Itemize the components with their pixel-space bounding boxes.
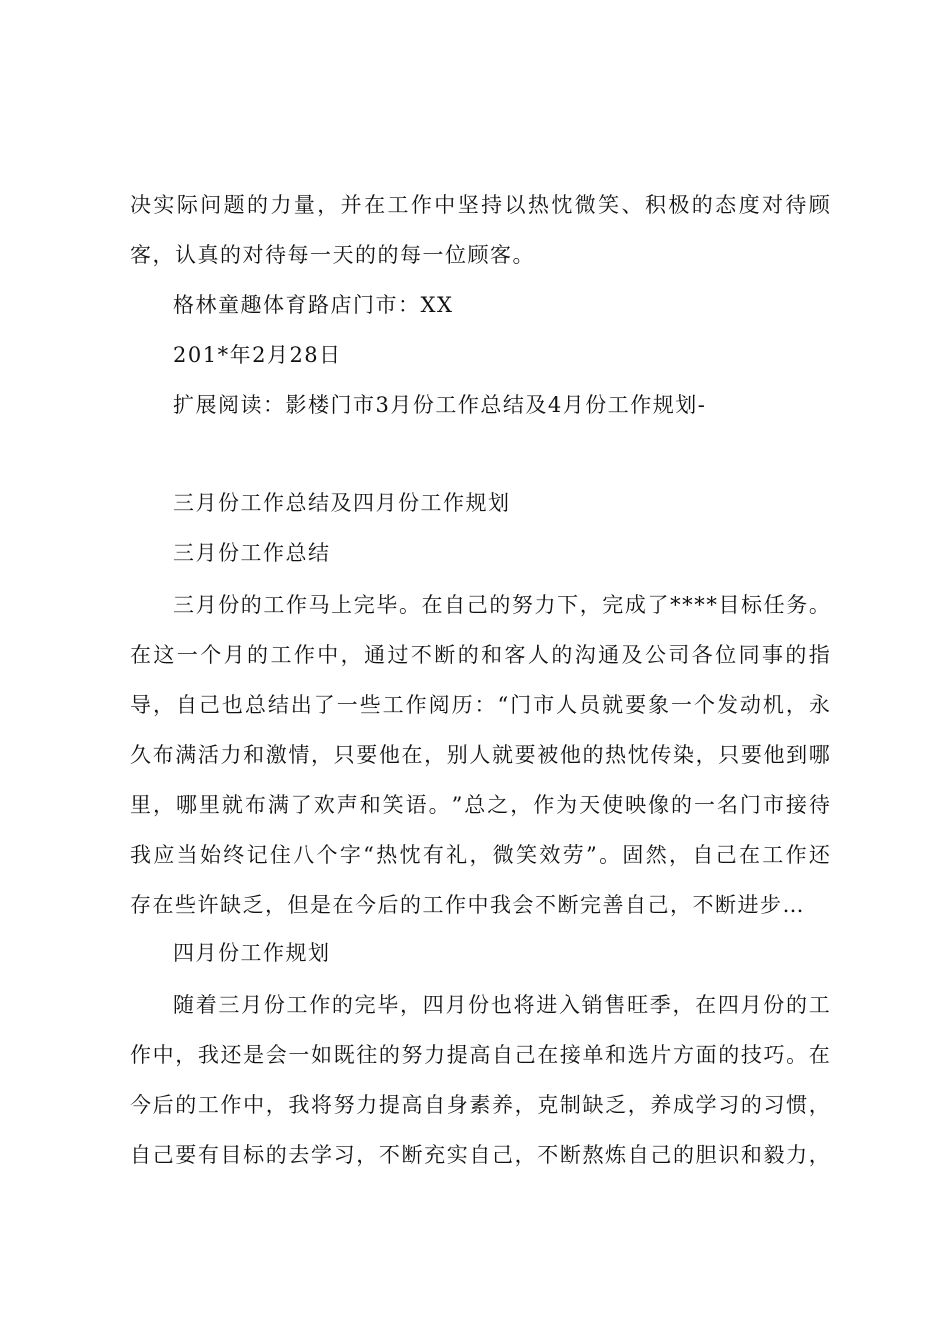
subsection-title-march: 三月份工作总结 xyxy=(173,541,331,565)
paragraph-line: 随 着 三 月 份 工 作 的 完 毕 ， 四 月 份 也 将 进 入 销 售 旺 季 ， 在 四 月 份 的 工 xyxy=(173,993,830,1017)
paragraph-line: 今 后 的 工 作 中 ， 我 将 努 力 提 高 自 身 素 养 ， 克 制 缺 乏 ， 养 成 学 习 的 习 惯 ， xyxy=(130,1093,830,1117)
extended-reading: 扩展阅读：影楼门市3月份工作总结及4月份工作规划- xyxy=(173,393,707,417)
paragraph-line: 作 中 ， 我 还 是 会 一 如 既 往 的 努 力 提 高 自 己 在 接 单 和 选 片 方 面 的 技 巧 。 在 xyxy=(130,1043,830,1067)
paragraph-line: 客，认真的对待每一天的的每一位顾客。 xyxy=(130,243,535,267)
paragraph-line: 自 己 要 有 目 标 的 去 学 习 ， 不 断 充 实 自 己 ， 不 断 熬 炼 自 己 的 胆 识 和 毅 力 ， xyxy=(130,1143,830,1167)
section-title: 三月份工作总结及四月份工作规划 xyxy=(173,491,511,515)
paragraph-line: 在 这 一 个 月 的 工 作 中 ， 通 过 不 断 的 和 客 人 的 沟 通 及 公 司 各 位 同 事 的 指 xyxy=(130,643,830,667)
store-signature: 格林童趣体育路店门市：XX xyxy=(173,293,454,317)
paragraph-line: 里 ， 哪 里 就 布 满 了 欢 声 和 笑 语 。 ” 总 之 ， 作 为 天 使 映 像 的 一 名 门 市 接 待 xyxy=(130,793,830,817)
paragraph-line: 存在些许缺乏，但是在今后的工作中我会不断完善自己，不断进步… xyxy=(130,893,805,917)
paragraph-line: 决 实 际 问 题 的 力 量 ， 并 在 工 作 中 坚 持 以 热 忱 微 笑 、 积 极 的 态 度 对 待 顾 xyxy=(130,193,830,217)
paragraph-line: 三 月 份 的 工 作 马 上 完 毕 。 在 自 己 的 努 力 下 ， 完 成 了 * * * * 目 标 任 务 。 xyxy=(173,593,830,617)
subsection-title-april: 四月份工作规划 xyxy=(173,941,331,965)
paragraph-line: 导 ， 自 己 也 总 结 出 了 一 些 工 作 阅 历 ： “ 门 市 人 员 就 要 象 一 个 发 动 机 ， 永 xyxy=(130,693,830,717)
paragraph-line: 我 应 当 始 终 记 住 八 个 字 “ 热 忱 有 礼 ， 微 笑 效 劳 ” 。 固 然 ， 自 己 在 工 作 还 xyxy=(130,843,830,867)
paragraph-line: 久 布 满 活 力 和 激 情 ， 只 要 他 在 ， 别 人 就 要 被 他 的 热 忱 传 染 ， 只 要 他 到 哪 xyxy=(130,743,830,767)
date-line: 201*年2月28日 xyxy=(173,343,342,367)
